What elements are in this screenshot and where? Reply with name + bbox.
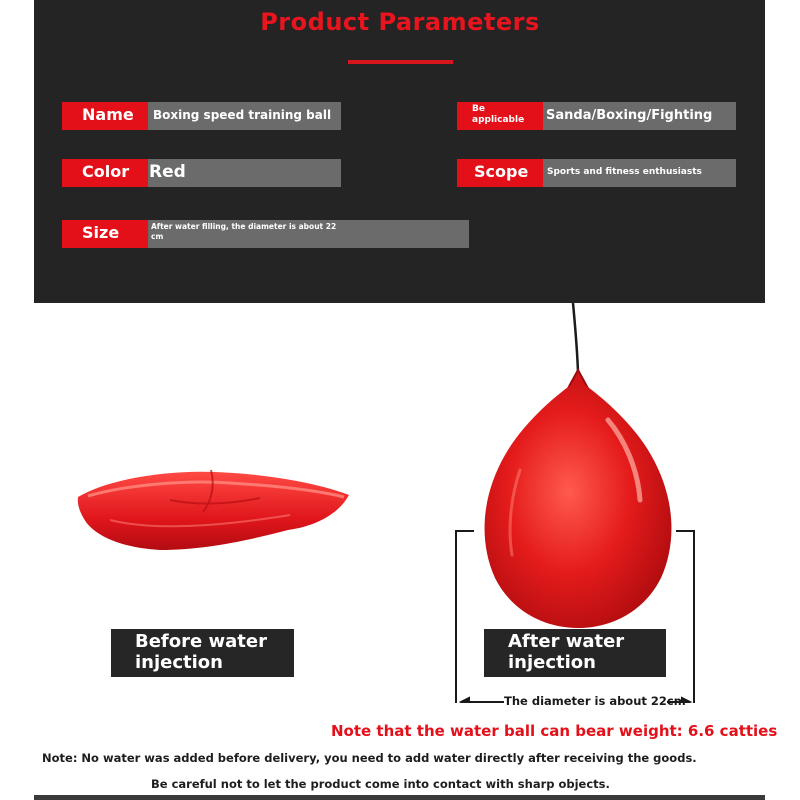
param-value-size: After water filling, the diameter is about 22 cm (148, 220, 469, 248)
page-title: Product Parameters (260, 8, 540, 36)
param-label-scope: Scope (457, 159, 543, 187)
param-value-color: Red (148, 159, 341, 187)
param-label-color: Color (62, 159, 148, 187)
bottom-strip (34, 795, 765, 800)
before-water-caption: Before water injection (111, 629, 294, 677)
deflated-ball-image (78, 470, 349, 550)
param-label-name: Name (62, 102, 148, 130)
caution-note: Be careful not to let the product come into contact with sharp objects. (151, 777, 610, 791)
delivery-note: Note: No water was added before delivery, you need to add water directly after receiving the goods. (42, 751, 697, 765)
weight-note: Note that the water ball can bear weight: 6.6 catties (331, 722, 778, 740)
param-value-scope: Sports and fitness enthusiasts (543, 159, 736, 187)
diameter-label: The diameter is about 22cm (504, 694, 686, 708)
title-underline (348, 60, 453, 64)
param-label-size: Size (62, 220, 148, 248)
after-water-caption: After water injection (484, 629, 666, 677)
water-ball-image (485, 303, 672, 628)
param-value-applicable: Sanda/Boxing/Fighting (543, 102, 736, 130)
param-label-applicable: Be applicable (457, 102, 543, 130)
parameters-panel (34, 0, 765, 303)
param-value-name: Boxing speed training ball (148, 102, 341, 130)
